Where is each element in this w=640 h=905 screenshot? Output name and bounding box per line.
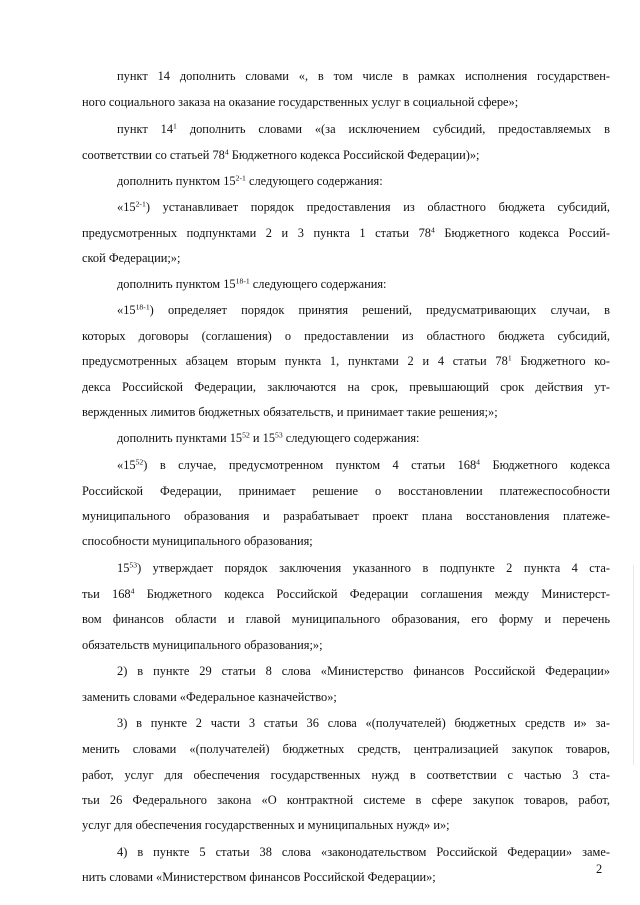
text-line: обязательств муниципального образования;»; bbox=[82, 638, 323, 652]
text-line: услуг для обеспечения государственных и муниципальных нужд» и»; bbox=[82, 818, 450, 832]
text-line: менить словами «(получателей) бюджетных средств, централизацией закупок товаров, bbox=[82, 742, 610, 756]
text-line: тьи $168^4$ Бюджетного кодекса Российской Федерации соглашения между Министерст- bbox=[82, 586, 610, 601]
text-line: 3) в пункте 2 части 3 статьи 36 слова «(получателей) бюджетных средств и» за- bbox=[117, 716, 610, 730]
text-line: дополнить пунктами $15^{52}$ и $15^{53}$ следующего содержания: bbox=[117, 430, 420, 445]
text-line: соответствии со статьей $78^4$ Бюджетного кодекса Российской Федерации)»; bbox=[82, 147, 480, 162]
text-line: пункт 14 дополнить словами «, в том числе в рамках исполнения государствен- bbox=[117, 69, 610, 83]
text-line: Российской Федерации, принимает решение о восстановлении платежеспособности bbox=[82, 484, 610, 498]
text-line: предусмотренных абзацем вторым пункта 1, пунктами 2 и 4 статьи $78^1$ Бюджетного ко- bbox=[82, 353, 610, 368]
text-line: работ, услуг для обеспечения государственных нужд в соответствии с частью 3 ста- bbox=[82, 768, 610, 782]
scan-edge-divider bbox=[633, 565, 634, 765]
text-line: $15^{53}$) утверждает порядок заключения указанного в подпункте 2 пункта 4 ста- bbox=[117, 560, 610, 575]
text-line: пункт $14^1$ дополнить словами «(за исключением субсидий, предоставляемых в bbox=[117, 121, 610, 136]
text-line: декса Российской Федерации, заключаются на срок, превышающий срок действия ут- bbox=[82, 380, 610, 394]
text-line: заменить словами «Федеральное казначейство»; bbox=[82, 690, 337, 704]
text-line: ного социального заказа на оказание государственных услуг в социальной сфере»; bbox=[82, 95, 519, 109]
page-number: 2 bbox=[596, 862, 603, 876]
text-line: вом финансов области и главой муниципального образования, его форму и перечень bbox=[82, 612, 610, 626]
text-line: способности муниципального образования; bbox=[82, 534, 313, 548]
text-line: «15$^{18-1}$) определяет порядок принятия решений, предусматривающих случаи, в bbox=[117, 302, 610, 317]
text-line: нить словами «Министерством финансов Российской Федерации»; bbox=[82, 870, 436, 884]
text-line: 2) в пункте 29 статьи 8 слова «Министерство финансов Российской Федерации» bbox=[117, 664, 610, 678]
text-line: дополнить пунктом 15$^{18-1}$ следующего содержания: bbox=[117, 276, 387, 291]
text-line: «$15^{52}$) в случае, предусмотренном пунктом 4 статьи $168^4$ Бюджетного кодекса bbox=[117, 457, 610, 472]
text-line: которых договоры (соглашения) о предоставлении из областного бюджета субсидий, bbox=[82, 329, 610, 343]
text-line: «15$^{2-1}$) устанавливает порядок предоставления из областного бюджета субсидий, bbox=[117, 199, 610, 214]
text-line: ской Федерации;»; bbox=[82, 251, 181, 265]
text-line: предусмотренных подпунктами 2 и 3 пункта 1 статьи $78^4$ Бюджетного кодекса Россий- bbox=[82, 225, 610, 240]
text-line: муниципального образования и разрабатывает проект плана восстановления платеже- bbox=[82, 509, 610, 523]
text-line: 4) в пункте 5 статьи 38 слова «законодательством Российской Федерации» заме- bbox=[117, 845, 610, 859]
text-line: тьи 26 Федерального закона «О контрактной системе в сфере закупок товаров, работ, bbox=[82, 793, 610, 807]
text-line: дополнить пунктом 15$^{2-1}$ следующего содержания: bbox=[117, 173, 383, 188]
text-line: вержденных лимитов бюджетных обязательств, и принимает такие решения;»; bbox=[82, 405, 498, 419]
